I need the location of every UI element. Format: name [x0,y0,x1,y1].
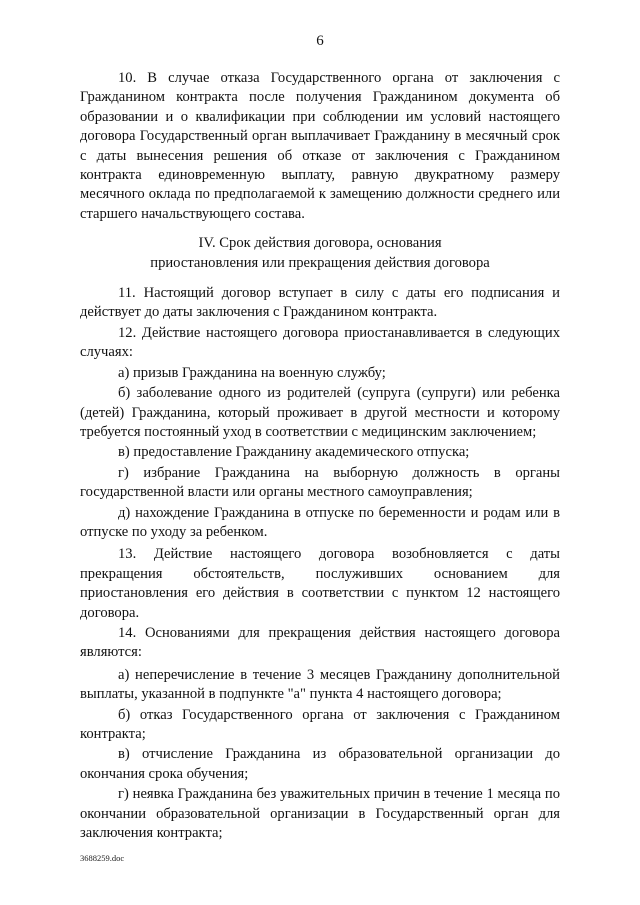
list-item-14a: а) неперечисление в течение 3 месяцев Гражданину дополнительной выплаты, указанной в подпункте "а" пункта 4 настоящего договора; [80,666,560,703]
paragraph-14: 14. Основаниями для прекращения действия настоящего договора являются: [80,624,560,661]
list-item-12d: д) нахождение Гражданина в отпуске по беременности и родам или в отпуске по уходу за ребенком. [80,504,560,540]
list-item-12b: б) заболевание одного из родителей (супруга (супруги) или ребенка (детей) Гражданина, который проживает в другой местности и которому требуется постоянный уход в соответствии с медицинским заключением; [80,385,560,440]
list-item-12v: в) предоставление Гражданину академического отпуска; [118,444,470,461]
list-item-12a: а) призыв Гражданина на военную службу; [118,364,386,381]
paragraph-10: 10. В случае отказа Государственного органа от заключения с Гражданином контракта после получения Гражданином документа об образовании и о квалификации при соблюдении им условий настоящего договора Государственный орган выплачивает Гражданину в месячный срок с даты вынесения решения об отказе от заключения с Гражданином контракта единовременную выплату, равную двукратному размеру месячного оклада по предполагаемой к замещению должности среднего или старшего начальствующего состава. [80,70,560,222]
page-number: 6 [316,33,324,49]
list-item-12g: г) избрание Гражданина на выборную должность в органы государственной власти или органы местного самоуправления; [80,464,560,501]
paragraph-12: 12. Действие настоящего договора приостанавливается в следующих случаях: [80,324,560,361]
document-body [80,69,560,844]
section-heading [80,234,560,273]
paragraph-11: 11. Настоящий договор вступает в силу с даты его подписания и действует до даты заключения с Гражданином контракта. [80,285,560,321]
paragraph-13: 13. Действие настоящего договора возобновляется с даты прекращения обстоятельств, послуживших основанием для приостановления его действия в соответствии с пунктом 12 настоящего договора. [80,546,560,621]
footer-file-name: 3688259.doc [80,853,125,863]
list-item-14g: г) неявка Гражданина без уважительных причин в течение 1 месяца по окончании образовательной организации в Государственный орган для заключения контракта; [80,786,560,842]
section-heading-line-2: приостановления или прекращения действия договора [150,254,490,271]
list-item-14b: б) отказ Государственного органа от заключения с Гражданином контракта; [80,706,560,742]
section-heading-line-1: IV. Срок действия договора, основания [198,235,442,252]
list-item-14v: в) отчисление Гражданина из образовательной организации до окончания срока обучения; [80,746,560,782]
